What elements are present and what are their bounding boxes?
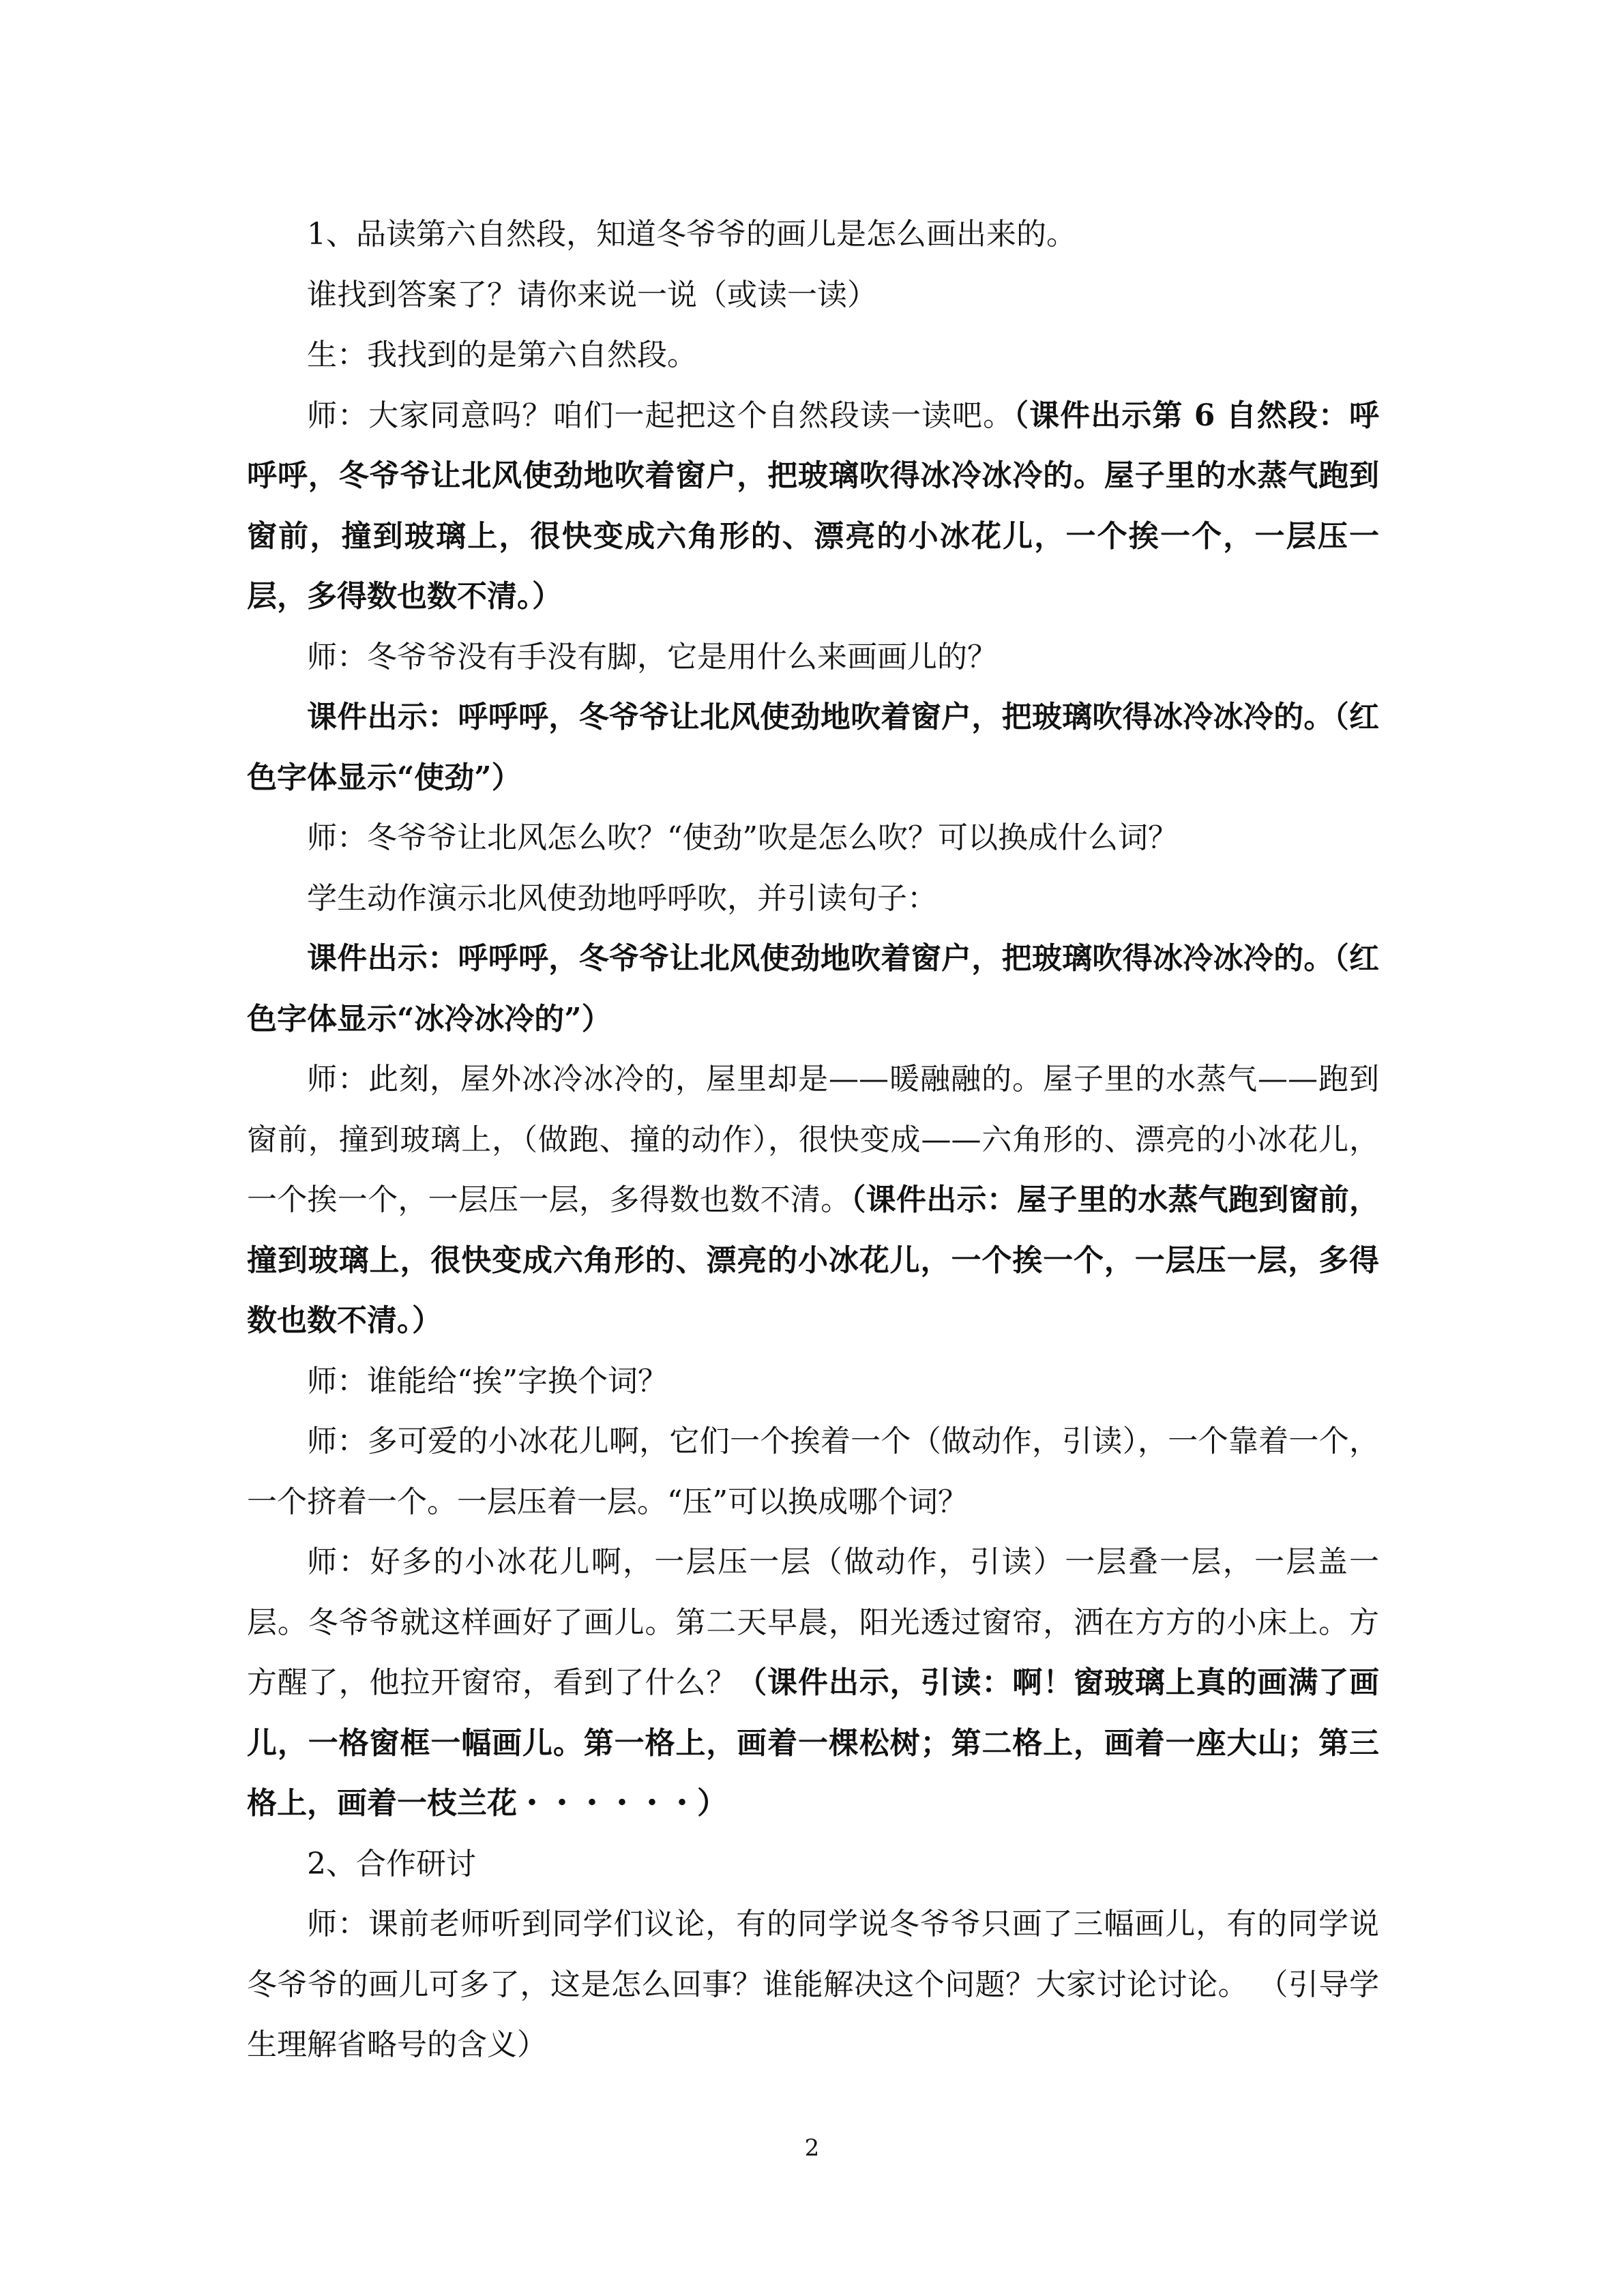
- text-run: 学生动作演示北风使劲地呼呼吹，并引读句子：: [307, 880, 937, 916]
- lesson-text: [247, 205, 1379, 2076]
- text-run: 师：此刻，屋外冰冷冰冷的，屋里却是——暖融融的。屋子里的水蒸气——跑到窗前，撞到玻璃上，（做跑、撞的动作），很快变成——六角形的、漂亮的小冰花儿，一个挨一个，一层压一层，多得数也数不清。: [247, 1062, 1379, 1217]
- paragraph-12: [247, 1412, 1379, 1532]
- courseware-text: （课件出示，引读：啊！窗玻璃上真的画满了画儿，一格窗框一幅画儿。第一格上，画着一棵松树；第二格上，画着一座大山；第三格上，画着一枝兰花・・・・・・）: [247, 1665, 1380, 1821]
- courseware-text: 课件出示：呼呼呼，冬爷爷让北风使劲地吹着窗户，把玻璃吹得冰冷冰冷的。（红色字体显示“冰冷冰冷的”）: [247, 941, 1379, 1037]
- courseware-text: （课件出示第 6 自然段：呼呼呼，冬爷爷让北风使劲地吹着窗户，把玻璃吹得冰冷冰冷的。屋子里的水蒸气跑到窗前，撞到玻璃上，很快变成六角形的、漂亮的小冰花儿，一个挨一个，一层压一层，多得数也数不清。）: [247, 398, 1379, 614]
- page-number: 2: [804, 2134, 820, 2162]
- paragraph-2: [247, 265, 1379, 326]
- text-run: 2、合作研讨: [307, 1846, 476, 1881]
- paragraph-10: [247, 1049, 1379, 1352]
- courseware-text: 课件出示：呼呼呼，冬爷爷让北风使劲地吹着窗户，把玻璃吹得冰冷冰冷的。（红色字体显示“使劲”）: [247, 700, 1379, 795]
- text-run: 师：冬爷爷让北风怎么吹？“使劲”吹是怎么吹？可以换成什么词？: [307, 820, 1178, 855]
- text-run: 师：大家同意吗？咱们一起把这个自然段读一读吧。: [307, 398, 1014, 433]
- text-run: 师：多可爱的小冰花儿啊，它们一个挨着一个（做动作，引读），一个靠着一个，一个挤着一个。一层压着一层。“压”可以换成哪个词？: [247, 1424, 1379, 1519]
- paragraph-1: [247, 205, 1379, 265]
- paragraph-9: [247, 929, 1379, 1049]
- paragraph-15: [247, 1894, 1379, 2076]
- text-run: 师：好多的小冰花儿啊，一层压一层（做动作，引读）一层叠一层，一层盖一层。冬爷爷就这样画好了画儿。第二天早晨，阳光透过窗帘，洒在方方的小床上。方方醒了，他拉开窗帘，看到了什么？: [247, 1545, 1379, 1700]
- paragraph-5: [247, 627, 1379, 688]
- text-run: 谁找到答案了？请你来说一说（或读一读）: [307, 277, 877, 312]
- text-run: 生：我找到的是第六自然段。: [307, 338, 697, 372]
- paragraph-4: [247, 386, 1379, 627]
- text-run: 师：谁能给“挨”字换个词？: [307, 1363, 668, 1399]
- courseware-text: （课件出示：屋子里的水蒸气跑到窗前，撞到玻璃上，很快变成六角形的、漂亮的小冰花儿，一个挨一个，一层压一层，多得数也数不清。）: [247, 1182, 1379, 1338]
- paragraph-13: [247, 1532, 1379, 1834]
- paragraph-7: [247, 808, 1379, 869]
- text-run: 1、品读第六自然段，知道冬爷爷的画儿是怎么画出来的。: [307, 217, 1076, 252]
- paragraph-11: [247, 1352, 1379, 1412]
- paragraph-6: [247, 687, 1379, 808]
- paragraph-3: [247, 325, 1379, 386]
- paragraph-8: [247, 869, 1379, 929]
- text-run: 师：冬爷爷没有手没有脚，它是用什么来画画儿的？: [307, 639, 997, 674]
- paragraph-14: [247, 1834, 1379, 1895]
- text-run: 师：课前老师听到同学们议论，有的同学说冬爷爷只画了三幅画儿，有的同学说冬爷爷的画儿可多了，这是怎么回事？谁能解决这个问题？大家讨论讨论。 （引导学生理解省略号的含义）: [247, 1907, 1379, 2062]
